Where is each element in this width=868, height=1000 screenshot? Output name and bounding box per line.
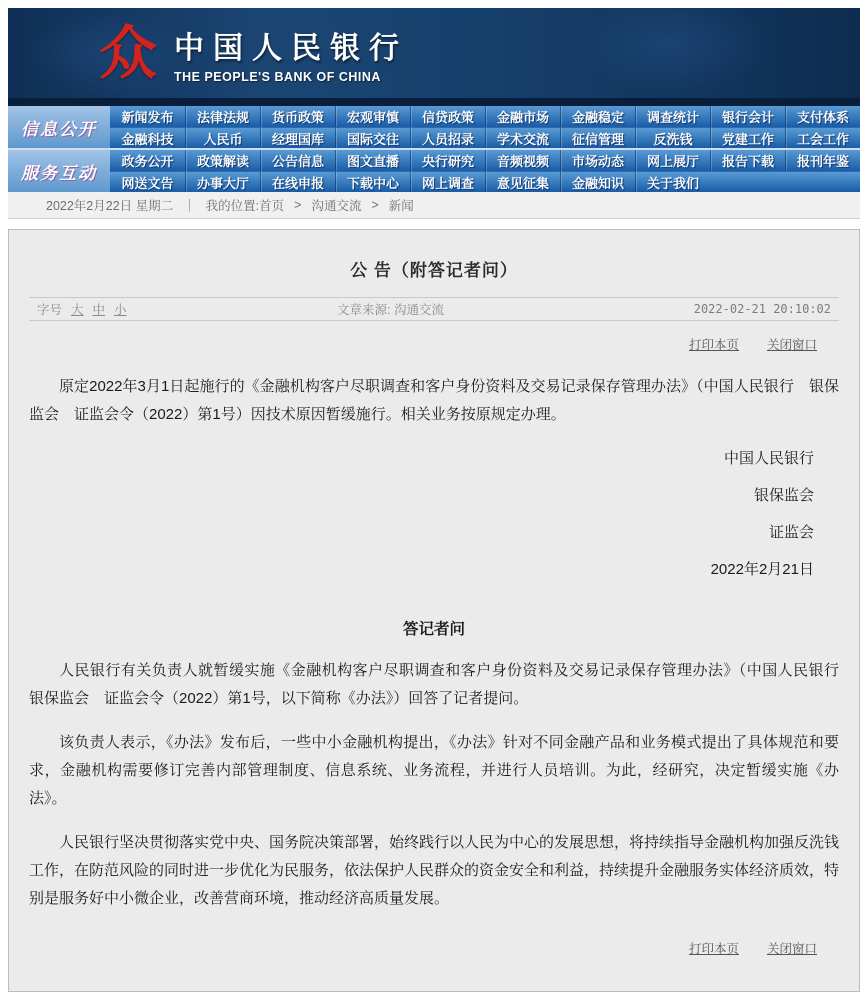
breadcrumb-link-news[interactable]: 新闻: [388, 199, 414, 213]
site-header: [8, 8, 860, 98]
print-page-link[interactable]: 打印本页: [688, 942, 739, 956]
breadcrumb-divider: ｜: [183, 199, 196, 213]
nav-item[interactable]: 报告下载: [710, 150, 785, 171]
qa-section-title: 答记者问: [402, 621, 465, 638]
nav-section-label-service: 服务互动: [8, 150, 110, 192]
nav-item[interactable]: 金融知识: [560, 172, 635, 192]
font-size-small-link[interactable]: 小: [114, 303, 127, 317]
nav-item[interactable]: 下载中心: [335, 172, 410, 192]
nav-item[interactable]: 金融稳定: [560, 106, 635, 127]
article-actions-bottom: [29, 939, 839, 957]
close-window-link[interactable]: 关闭窗口: [766, 338, 817, 352]
nav-item[interactable]: 市场动态: [560, 150, 635, 171]
nav-item[interactable]: 新闻发布: [121, 110, 174, 125]
nav-empty-cell: [710, 172, 785, 192]
breadcrumb-link-communication[interactable]: 沟通交流: [311, 199, 362, 213]
nav-item[interactable]: 网上展厅: [635, 150, 710, 171]
nav-item[interactable]: 公告信息: [260, 150, 335, 171]
nav-item[interactable]: 信贷政策: [410, 106, 485, 127]
nav-section-info-disclosure: [8, 106, 860, 148]
nav-item[interactable]: 党建工作: [710, 128, 785, 148]
nav-item[interactable]: 人民币: [185, 128, 260, 148]
close-window-link[interactable]: 关闭窗口: [766, 942, 817, 956]
nav-item[interactable]: 学术交流: [485, 128, 560, 148]
nav-item[interactable]: 意见征集: [485, 172, 560, 192]
article-source: 文章来源: 沟通交流: [337, 303, 444, 317]
pboc-logo-icon: 众: [99, 19, 158, 87]
article-actions-top: [29, 335, 839, 353]
font-size-label: 字号: [37, 303, 63, 317]
nav-row: [110, 106, 860, 127]
nav-item[interactable]: 银行会计: [710, 106, 785, 127]
article-title: 公 告（附答记者问）: [350, 261, 518, 280]
header-divider: [8, 98, 860, 106]
nav-item[interactable]: 支付体系: [785, 106, 860, 127]
print-page-link[interactable]: 打印本页: [688, 338, 739, 352]
article-panel: [8, 229, 860, 992]
brand-name-cn: 中国人民银行: [174, 31, 408, 65]
nav-item[interactable]: 办事大厅: [185, 172, 260, 192]
nav-item[interactable]: 调查统计: [635, 106, 710, 127]
nav-item[interactable]: 政策解读: [185, 150, 260, 171]
nav-item[interactable]: 金融市场: [485, 106, 560, 127]
nav-item[interactable]: 央行研究: [410, 150, 485, 171]
announcement-paragraph: 原定2022年3月1日起施行的《金融机构客户尽职调查和客户身份资料及交易记录保存管理办法》（中国人民银行 银保监会 证监会令（2022）第1号）因技术原因暂缓施行。相关业务按原规定办理。: [29, 378, 839, 423]
nav-row: [110, 150, 860, 171]
breadcrumb-home-link[interactable]: 首页: [259, 199, 285, 213]
nav-row: [110, 171, 860, 192]
breadcrumb: [8, 192, 860, 219]
signature-pboc: 中国人民银行: [723, 450, 814, 467]
signature-block: [29, 445, 839, 583]
article-meta-bar: [29, 297, 839, 321]
nav-item[interactable]: 宏观审慎: [335, 106, 410, 127]
brand-name-en: THE PEOPLE'S BANK OF CHINA: [174, 69, 381, 84]
nav-item[interactable]: 征信管理: [560, 128, 635, 148]
nav-item[interactable]: 人员招录: [410, 128, 485, 148]
nav-section-label-info: 信息公开: [8, 106, 110, 148]
nav-row: [110, 127, 860, 148]
nav-item[interactable]: 图文直播: [335, 150, 410, 171]
nav-item[interactable]: 货币政策: [260, 106, 335, 127]
signature-csrc: 证监会: [768, 524, 814, 541]
font-size-large-link[interactable]: 大: [71, 303, 84, 317]
breadcrumb-separator: >: [371, 198, 379, 212]
nav-item[interactable]: 网送文告: [121, 175, 174, 191]
signature-date: 2022年2月21日: [710, 561, 814, 578]
qa-paragraph: 人民银行有关负责人就暂缓实施《金融机构客户尽职调查和客户身份资料及交易记录保存管理办法》（中国人民银行 银保监会 证监会令（2022）第1号，以下简称《办法》）回答了记者提问。: [29, 662, 855, 707]
qa-paragraph: 人民银行坚决贯彻落实党中央、国务院决策部署，始终践行以人民为中心的发展思想，将持续指导金融机构加强反洗钱工作，在防范风险的同时进一步优化为民服务，依法保护人民群众的资金安全和利益，持续提升金融服务实体经济质效，特别是服务好中小微企业，改善营商环境，推动经济高质量发展。: [29, 834, 840, 907]
nav-item[interactable]: 经理国库: [260, 128, 335, 148]
nav-item[interactable]: 政务公开: [121, 154, 174, 169]
nav-item[interactable]: 在线申报: [260, 172, 335, 192]
qa-paragraph: 该负责人表示，《办法》发布后，一些中小金融机构提出，《办法》针对不同金融产品和业务模式提出了具体规范和要求，金融机构需要修订完善内部管理制度、信息系统、业务流程，并进行人员培训。为此，经研究，决定暂缓实施《办法》。: [29, 734, 839, 807]
nav-item[interactable]: 关于我们: [635, 172, 710, 192]
brand-block: [174, 23, 408, 84]
qa-body: [29, 657, 855, 913]
nav-item[interactable]: 报刊年鉴: [785, 150, 860, 171]
nav-item[interactable]: 国际交往: [335, 128, 410, 148]
nav-item[interactable]: 音频视频: [485, 150, 560, 171]
breadcrumb-separator: >: [294, 198, 302, 212]
nav-item[interactable]: 网上调查: [410, 172, 485, 192]
nav-item[interactable]: 工会工作: [785, 128, 860, 148]
breadcrumb-location-label: 我的位置:: [205, 199, 260, 213]
nav-section-service-interaction: [8, 148, 860, 192]
font-size-medium-link[interactable]: 中: [92, 303, 106, 317]
breadcrumb-date: 2022年2月22日 星期二: [46, 199, 174, 213]
article-body: [29, 373, 839, 429]
nav-item[interactable]: 反洗钱: [635, 128, 710, 148]
nav-empty-cell: [785, 172, 860, 192]
signature-cbirc: 银保监会: [753, 487, 814, 504]
nav-item[interactable]: 金融科技: [121, 131, 174, 147]
article-datetime: 2022-02-21 20:10:02: [693, 302, 831, 316]
nav-item[interactable]: 法律法规: [185, 106, 260, 127]
